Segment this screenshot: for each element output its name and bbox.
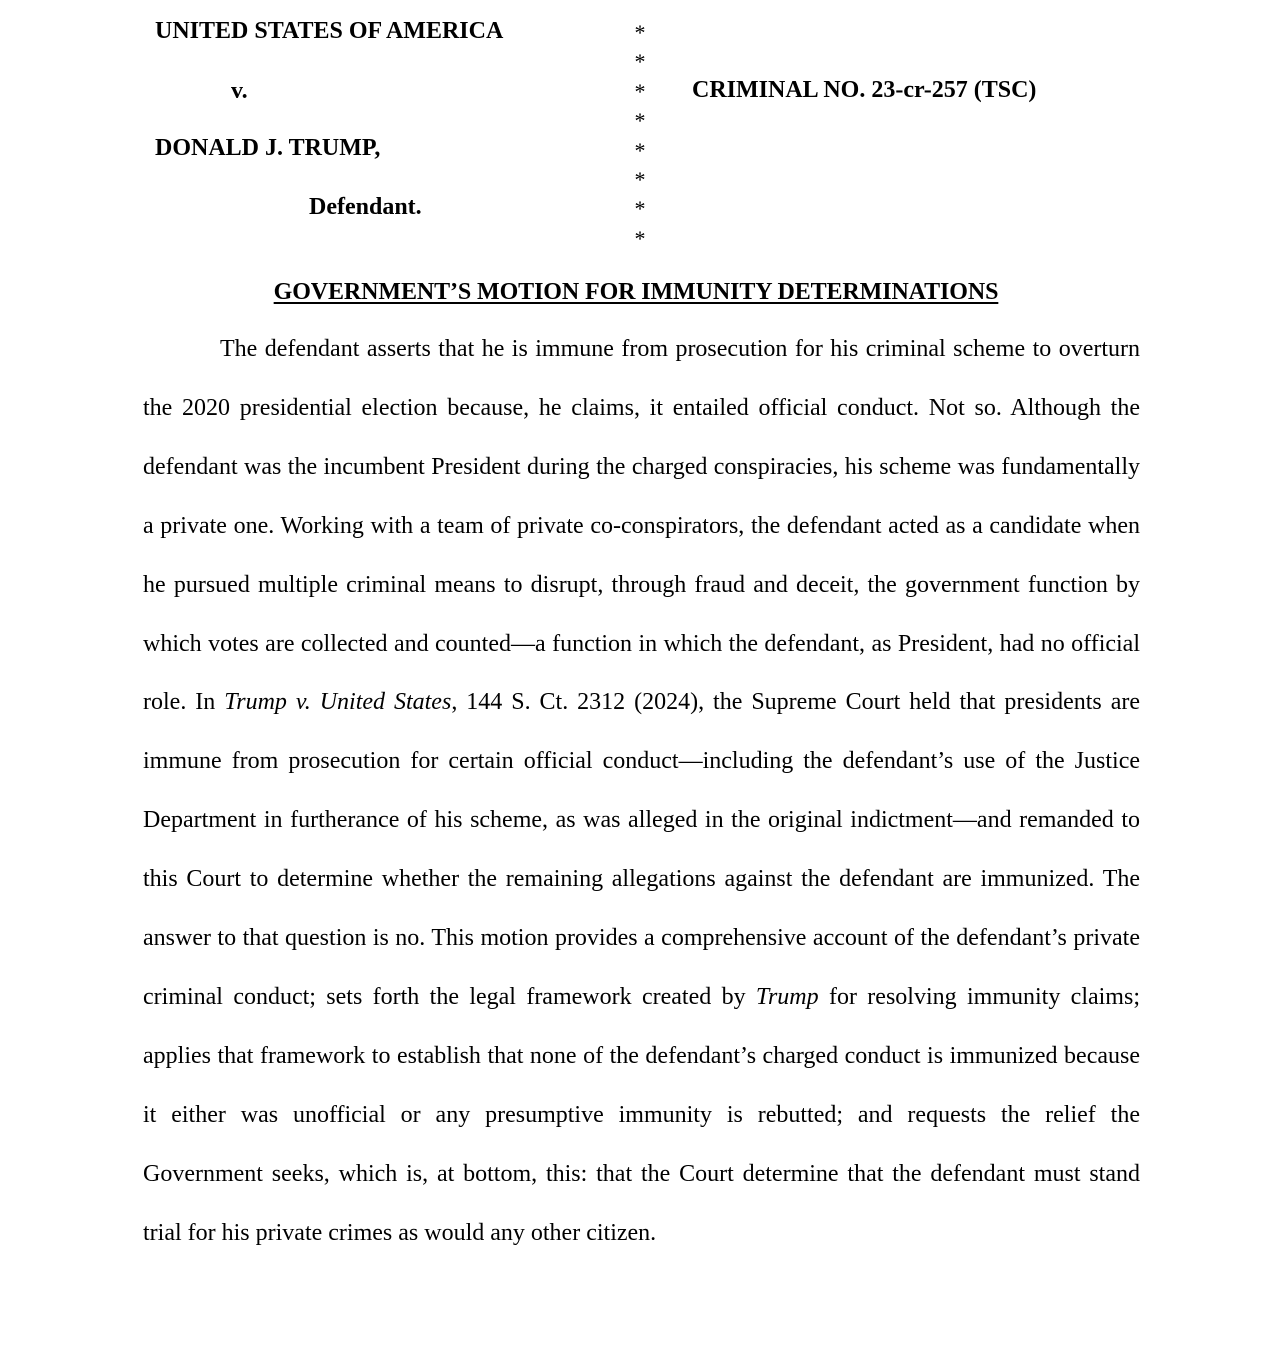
- short-case-citation: Trump: [755, 983, 819, 1010]
- separator-star: *: [634, 137, 646, 163]
- defendant-name: DONALD J. TRUMP,: [155, 135, 381, 161]
- separator-star: *: [634, 78, 646, 104]
- defendant-role-label: Defendant.: [309, 194, 422, 220]
- body-text-part-2: , 144 S. Ct. 2312 (2024), the Supreme Court held that presidents are immune from prosecution for certain official conduct—including the defendant’s use of the Justice Department in furtherance of his scheme, as was alleged in the original indictment—and remanded to this Court to determine whether the remaining allegations against the defendant are immunized. The answer to that question is no. This motion provides a comprehensive account of the defendant’s private criminal conduct; sets forth the legal framework created by: [143, 689, 1140, 1010]
- body-text-part-1: The defendant asserts that he is immune from prosecution for his criminal scheme to overturn the 2020 presidential election because, he claims, it entailed official conduct. Not so. Although the defendant was the incumbent President during the charged conspiracies, his scheme was fundamentally a private one. Working with a team of private co-conspirators, the defendant acted as a candidate when he pursued multiple criminal means to disrupt, through fraud and deceit, the government function by which votes are collected and counted—a function in which the defendant, as President, had no official role. In: [143, 336, 1140, 716]
- separator-star: *: [634, 20, 646, 45]
- motion-title: GOVERNMENT’S MOTION FOR IMMUNITY DETERMINATIONS: [273, 279, 999, 305]
- separator-star: *: [634, 196, 646, 222]
- separator-star: *: [634, 108, 646, 134]
- body-text-part-3: for resolving immunity claims; applies that framework to establish that none of the defendant’s charged conduct is immunized because it either was unofficial or any presumptive immunity is rebutted; and requests the relief the Government seeks, which is, at bottom, this: that the Court determine that the defendant must stand trial for his private crimes as would any other citizen.: [143, 983, 1140, 1246]
- body-paragraph: [143, 320, 1140, 1263]
- case-citation: Trump v. United States: [224, 689, 452, 716]
- separator-star: *: [634, 166, 646, 192]
- caption-separator: [633, 18, 647, 253]
- separator-star: *: [634, 49, 646, 75]
- separator-star: *: [634, 225, 646, 251]
- plaintiff-name: UNITED STATES OF AMERICA: [155, 18, 504, 44]
- case-number: CRIMINAL NO. 23-cr-257 (TSC): [692, 77, 1037, 103]
- versus-label: v.: [231, 78, 248, 104]
